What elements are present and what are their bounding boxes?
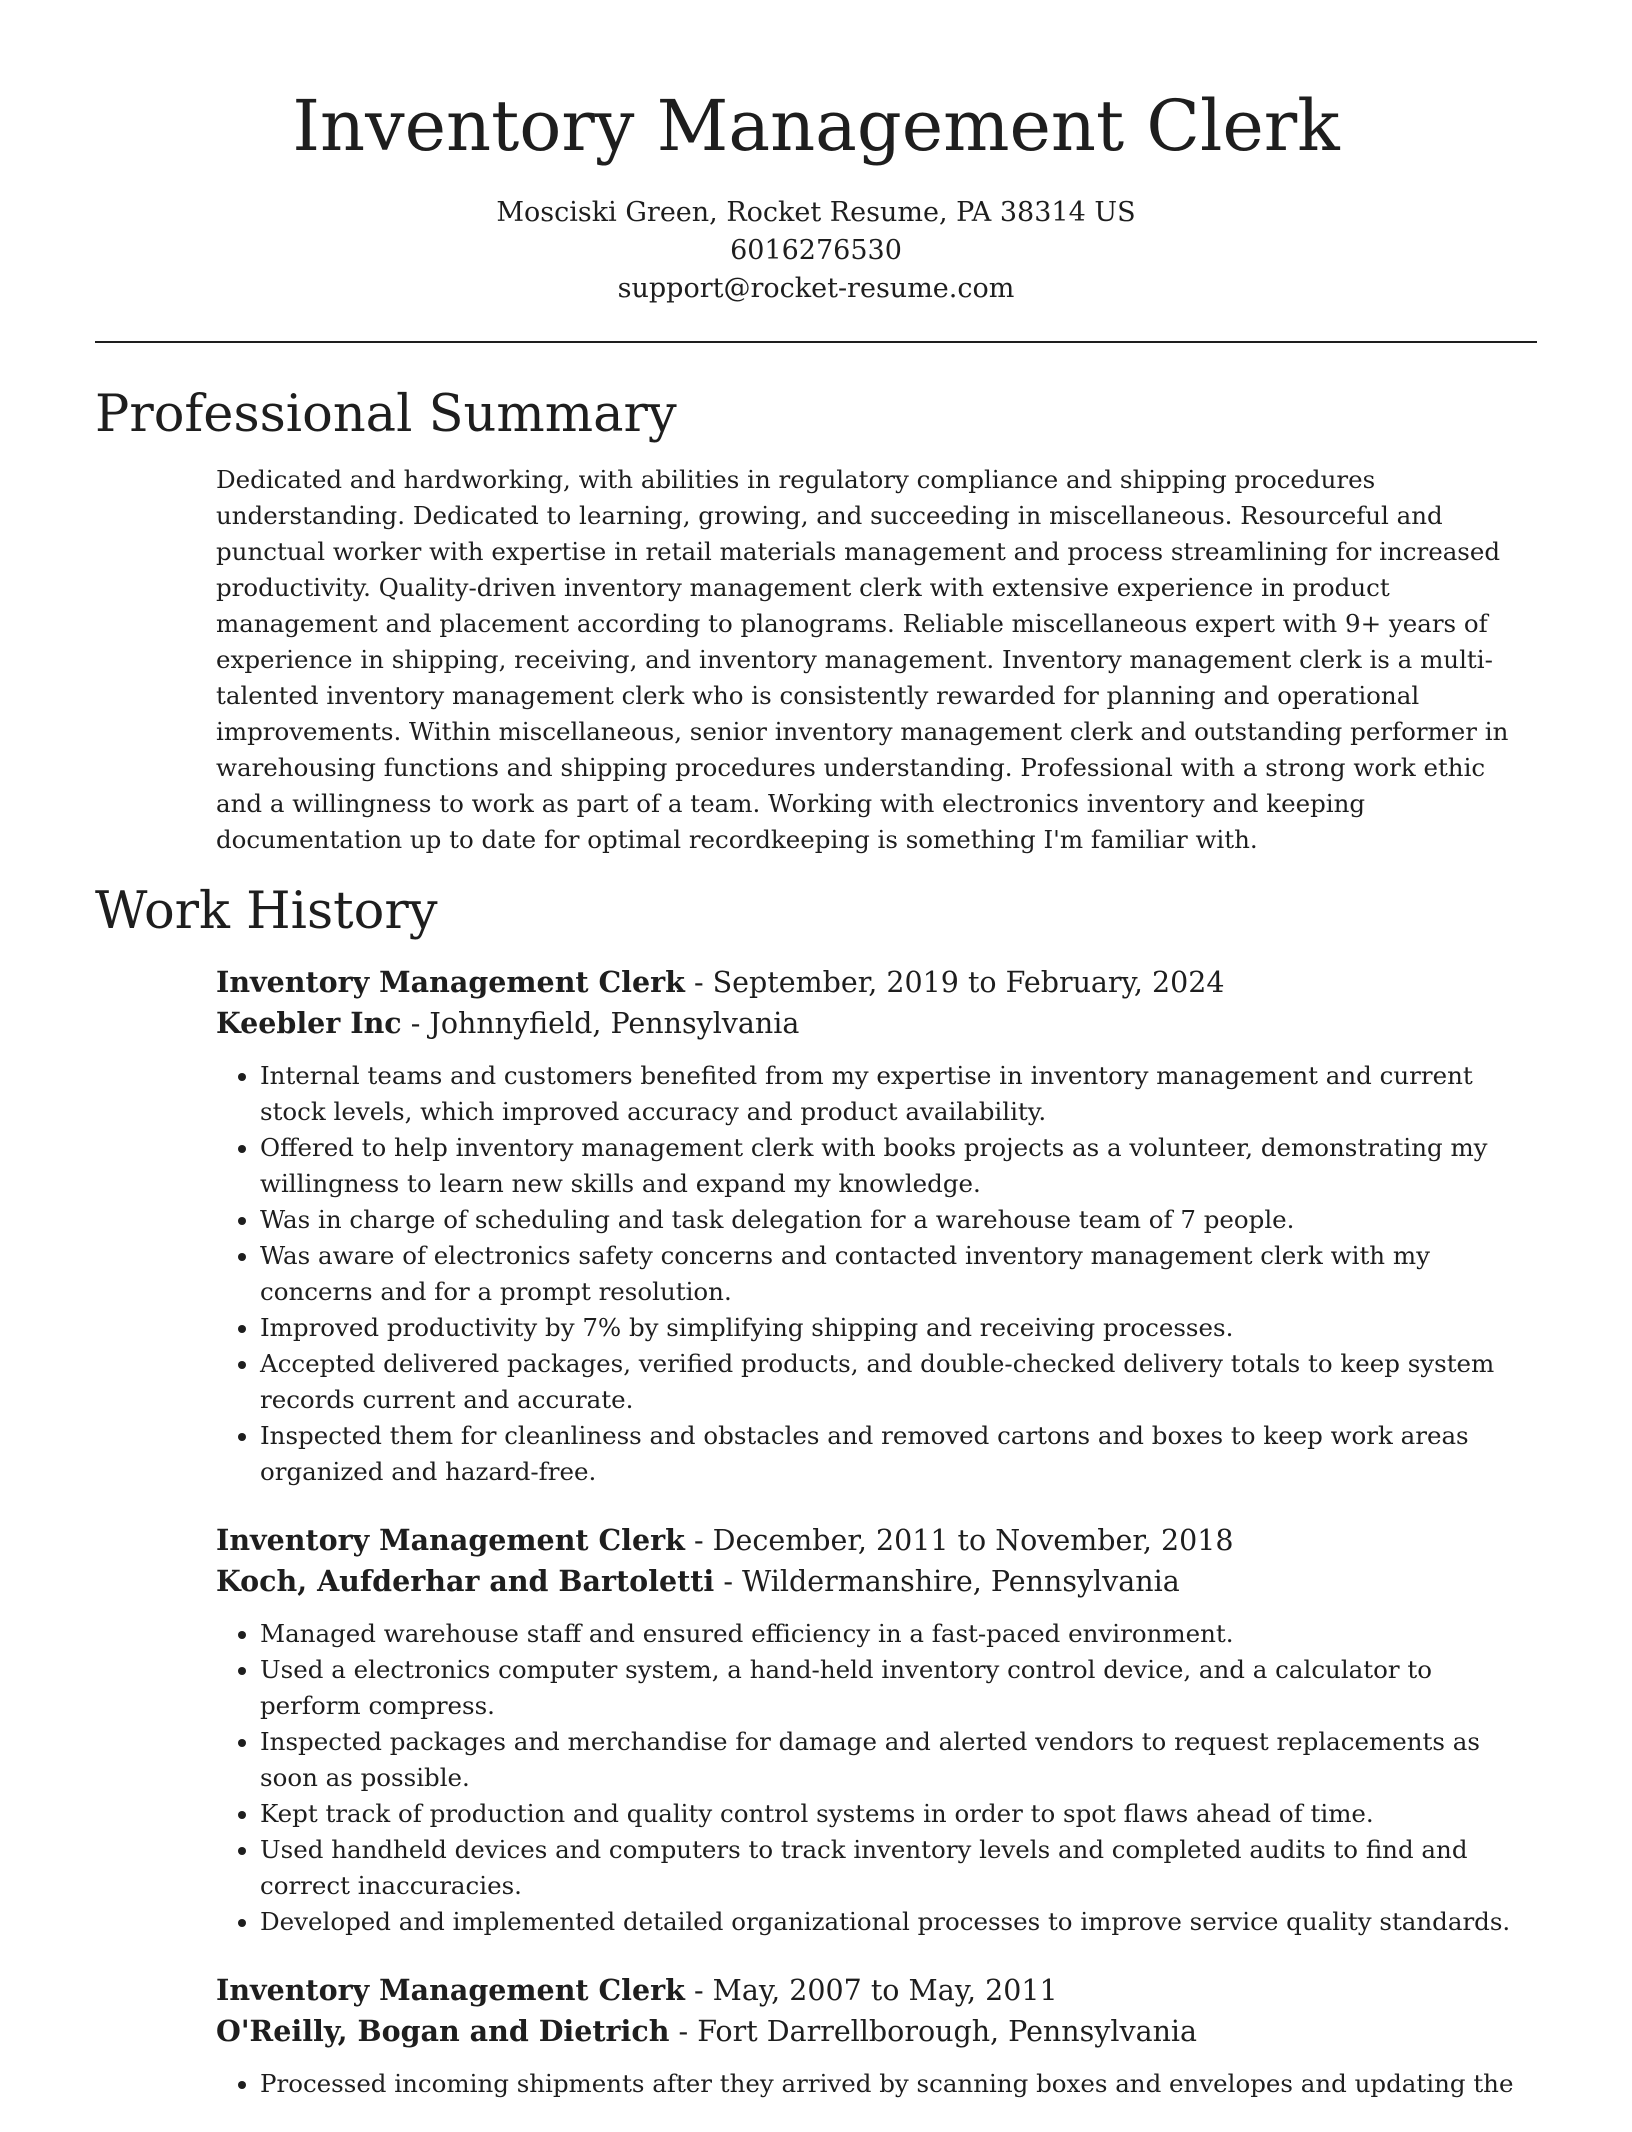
bullet-item: • Managed warehouse staff and ensured efficiency in a fast-paced environment.	[260, 1616, 1536, 1652]
job-company-line	[216, 1003, 1536, 1044]
job-dates: September, 2019 to February, 2024	[712, 966, 1225, 999]
job-dates: December, 2011 to November, 2018	[712, 1524, 1234, 1557]
job-dates: May, 2007 to May, 2011	[712, 1974, 1058, 2007]
job-entry	[216, 1970, 1536, 2102]
bullet-item: • Kept track of production and quality control systems in order to spot flaws ahead of time.	[260, 1796, 1536, 1832]
page-title: Inventory Management Clerk	[292, 85, 1340, 167]
bullet-item: • Accepted delivered packages, verified products, and double-checked delivery totals to keep system records current and accurate.	[260, 1346, 1536, 1418]
section-title-work-history: Work History	[95, 882, 438, 941]
job-title-line	[216, 962, 1536, 1003]
bullet-item: • Was aware of electronics safety concerns and contacted inventory management clerk with my concerns and for a prompt resolution.	[260, 1238, 1536, 1310]
bullet-item: • Developed and implemented detailed organizational processes to improve service quality standards.	[260, 1904, 1536, 1940]
separator: -	[669, 2015, 698, 2048]
bullet-item: • Processed incoming shipments after they arrived by scanning boxes and envelopes and updating the	[260, 2066, 1536, 2102]
job-location: Johnnyfield, Pennsylvania	[429, 1007, 800, 1040]
job-company: O'Reilly, Bogan and Dietrich	[216, 2014, 670, 2048]
bullet-item: • Offered to help inventory management clerk with books projects as a volunteer, demonstrating my willingness to learn new skills and expand my knowledge.	[260, 1130, 1536, 1202]
job-bullets	[216, 1616, 1536, 1940]
job-bullets	[216, 1058, 1536, 1490]
section-title-summary: Professional Summary	[95, 385, 677, 444]
job-company: Keebler Inc	[216, 1006, 402, 1040]
job-role: Inventory Management Clerk	[216, 1973, 685, 2007]
bullet-item: • Was in charge of scheduling and task delegation for a warehouse team of 7 people.	[260, 1202, 1536, 1238]
job-company: Koch, Aufderhar and Bartoletti	[216, 1564, 715, 1598]
bullet-item: • Used a electronics computer system, a hand-held inventory control device, and a calculator to perform compress.	[260, 1652, 1536, 1724]
separator: -	[684, 966, 713, 999]
separator: -	[401, 1007, 430, 1040]
job-entry	[216, 1520, 1536, 1940]
summary-text: Dedicated and hardworking, with abilities in regulatory compliance and shipping procedures understanding. Dedicated to learning, growing, and succeeding in miscellaneous. Resourceful and punctual worker with expertise in retail materials management and process streamlining for increased productivity. Quality-driven inventory management clerk with extensive experience in product management and placement according to planograms. Reliable miscellaneous expert with 9+ years of experience in shipping, receiving, and inventory management. Inventory management clerk is a multi-talented inventory management clerk who is consistently rewarded for planning and operational improvements. Within miscellaneous, senior inventory management clerk and outstanding performer in warehousing functions and shipping procedures understanding. Professional with a strong work ethic and a willingness to work as part of a team. Working with electronics inventory and keeping documentation up to date for optimal recordkeeping is something I'm familiar with.	[216, 465, 1509, 854]
work-history-list	[216, 962, 1536, 2132]
bullet-item: • Improved productivity by 7% by simplifying shipping and receiving processes.	[260, 1310, 1536, 1346]
contact-block	[0, 194, 1632, 308]
job-company-line	[216, 2011, 1536, 2052]
contact-email: support@rocket-resume.com	[617, 273, 1015, 304]
bullet-item: • Internal teams and customers benefited from my expertise in inventory management and current stock levels, which improved accuracy and product availability.	[260, 1058, 1536, 1130]
job-company-line	[216, 1561, 1536, 1602]
job-role: Inventory Management Clerk	[216, 1523, 685, 1557]
header-divider	[95, 341, 1537, 343]
job-location: Wildermanshire, Pennsylvania	[742, 1565, 1180, 1598]
contact-address: Mosciski Green, Rocket Resume, PA 38314 US	[496, 197, 1136, 228]
job-title-line	[216, 1520, 1536, 1561]
job-entry	[216, 962, 1536, 1490]
job-title-line	[216, 1970, 1536, 2011]
bullet-item: • Inspected packages and merchandise for damage and alerted vendors to request replacements as soon as possible.	[260, 1724, 1536, 1796]
job-bullets	[216, 2066, 1536, 2102]
separator: -	[684, 1524, 713, 1557]
bullet-item: • Inspected them for cleanliness and obstacles and removed cartons and boxes to keep work areas organized and hazard-free.	[260, 1418, 1536, 1490]
job-role: Inventory Management Clerk	[216, 965, 685, 999]
job-location: Fort Darrellborough, Pennsylvania	[697, 2015, 1198, 2048]
separator: -	[714, 1565, 743, 1598]
bullet-item: • Used handheld devices and computers to track inventory levels and completed audits to find and correct inaccuracies.	[260, 1832, 1536, 1904]
contact-phone: 6016276530	[730, 235, 902, 266]
separator: -	[684, 1974, 713, 2007]
resume-header	[0, 0, 1632, 308]
